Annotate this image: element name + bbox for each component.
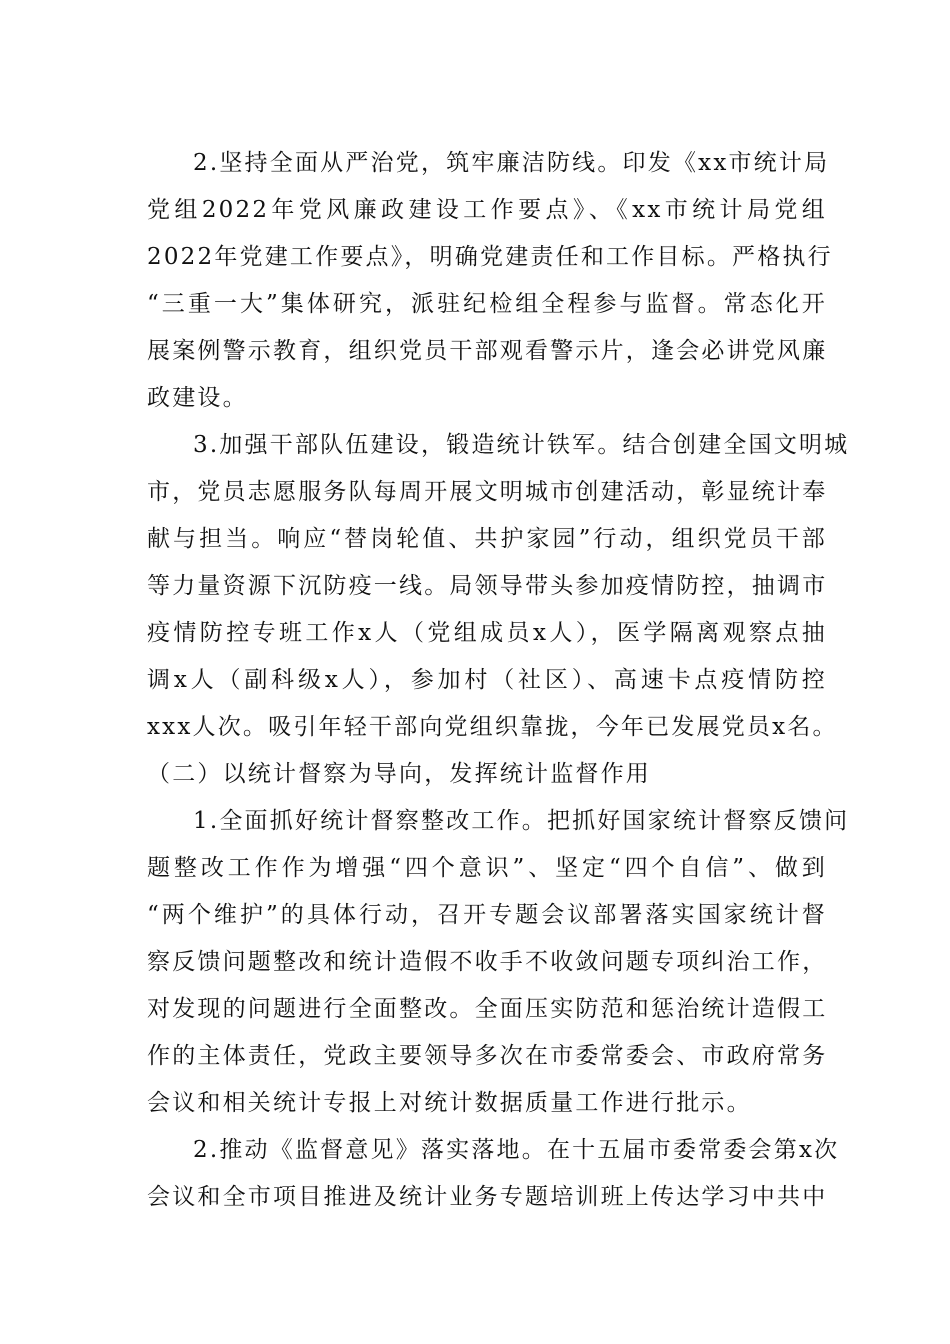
paragraph-3-line-2: 市，党员志愿服务队每周开展文明城市创建活动，彰显统计奉 <box>147 479 828 505</box>
paragraph-4-line-3: “两个维护”的具体行动，召开专题会议部署落实国家统计督 <box>147 902 827 928</box>
paragraph-2-line-4: “三重一大”集体研究，派驻纪检组全程参与监督。常态化开 <box>147 291 827 317</box>
paragraph-2-line-3: 2022年党建工作要点》，明确党建责任和工作目标。严格执行 <box>147 244 833 270</box>
paragraph-5-line-2: 会议和全市项目推进及统计业务专题培训班上传达学习中共中 <box>147 1184 828 1210</box>
paragraph-3-line-4: 等力量资源下沉防疫一线。局领导带头参加疫情防控，抽调市 <box>147 573 828 599</box>
paragraph-3-line-7: xxx人次。吸引年轻干部向党组织靠拢，今年已发展党员x名。 <box>147 714 838 740</box>
paragraph-2-line-5: 展案例警示教育，组织党员干部观看警示片，逢会必讲党风廉 <box>147 338 828 364</box>
paragraph-3-line-3: 献与担当。响应“替岗轮值、共护家园”行动，组织党员干部 <box>147 526 827 552</box>
paragraph-3-line-6: 调x人（副科级x人），参加村（社区）、高速卡点疫情防控 <box>147 667 827 693</box>
paragraph-2-line-1: 2.坚持全面从严治党，筑牢廉洁防线。印发《xx市统计局 <box>193 150 830 176</box>
paragraph-4-line-7: 会议和相关统计专报上对统计数据质量工作进行批示。 <box>147 1090 752 1116</box>
section-heading: （二）以统计督察为导向，发挥统计监督作用 <box>147 761 651 787</box>
paragraph-3-line-5: 疫情防控专班工作x人（党组成员x人），医学隔离观察点抽 <box>147 620 827 646</box>
paragraph-2-line-6: 政建设。 <box>147 385 248 411</box>
paragraph-4-line-6: 作的主体责任，党政主要领导多次在市委常委会、市政府常务 <box>147 1043 828 1069</box>
paragraph-5-line-1: 2.推动《监督意见》落实落地。在十五届市委常委会第x次 <box>193 1137 840 1163</box>
paragraph-4-line-1: 1.全面抓好统计督察整改工作。把抓好国家统计督察反馈问 <box>193 808 850 834</box>
paragraph-2-line-2: 党组2022年党风廉政建设工作要点》、《xx市统计局党组 <box>147 197 827 223</box>
paragraph-3-line-1: 3.加强干部队伍建设，锻造统计铁军。结合创建全国文明城 <box>193 432 850 458</box>
paragraph-4-line-5: 对发现的问题进行全面整改。全面压实防范和惩治统计造假工 <box>147 996 828 1022</box>
paragraph-4-line-4: 察反馈问题整改和统计造假不收手不收敛问题专项纠治工作， <box>147 949 828 975</box>
paragraph-4-line-2: 题整改工作作为增强“四个意识”、坚定“四个自信”、做到 <box>147 855 827 881</box>
